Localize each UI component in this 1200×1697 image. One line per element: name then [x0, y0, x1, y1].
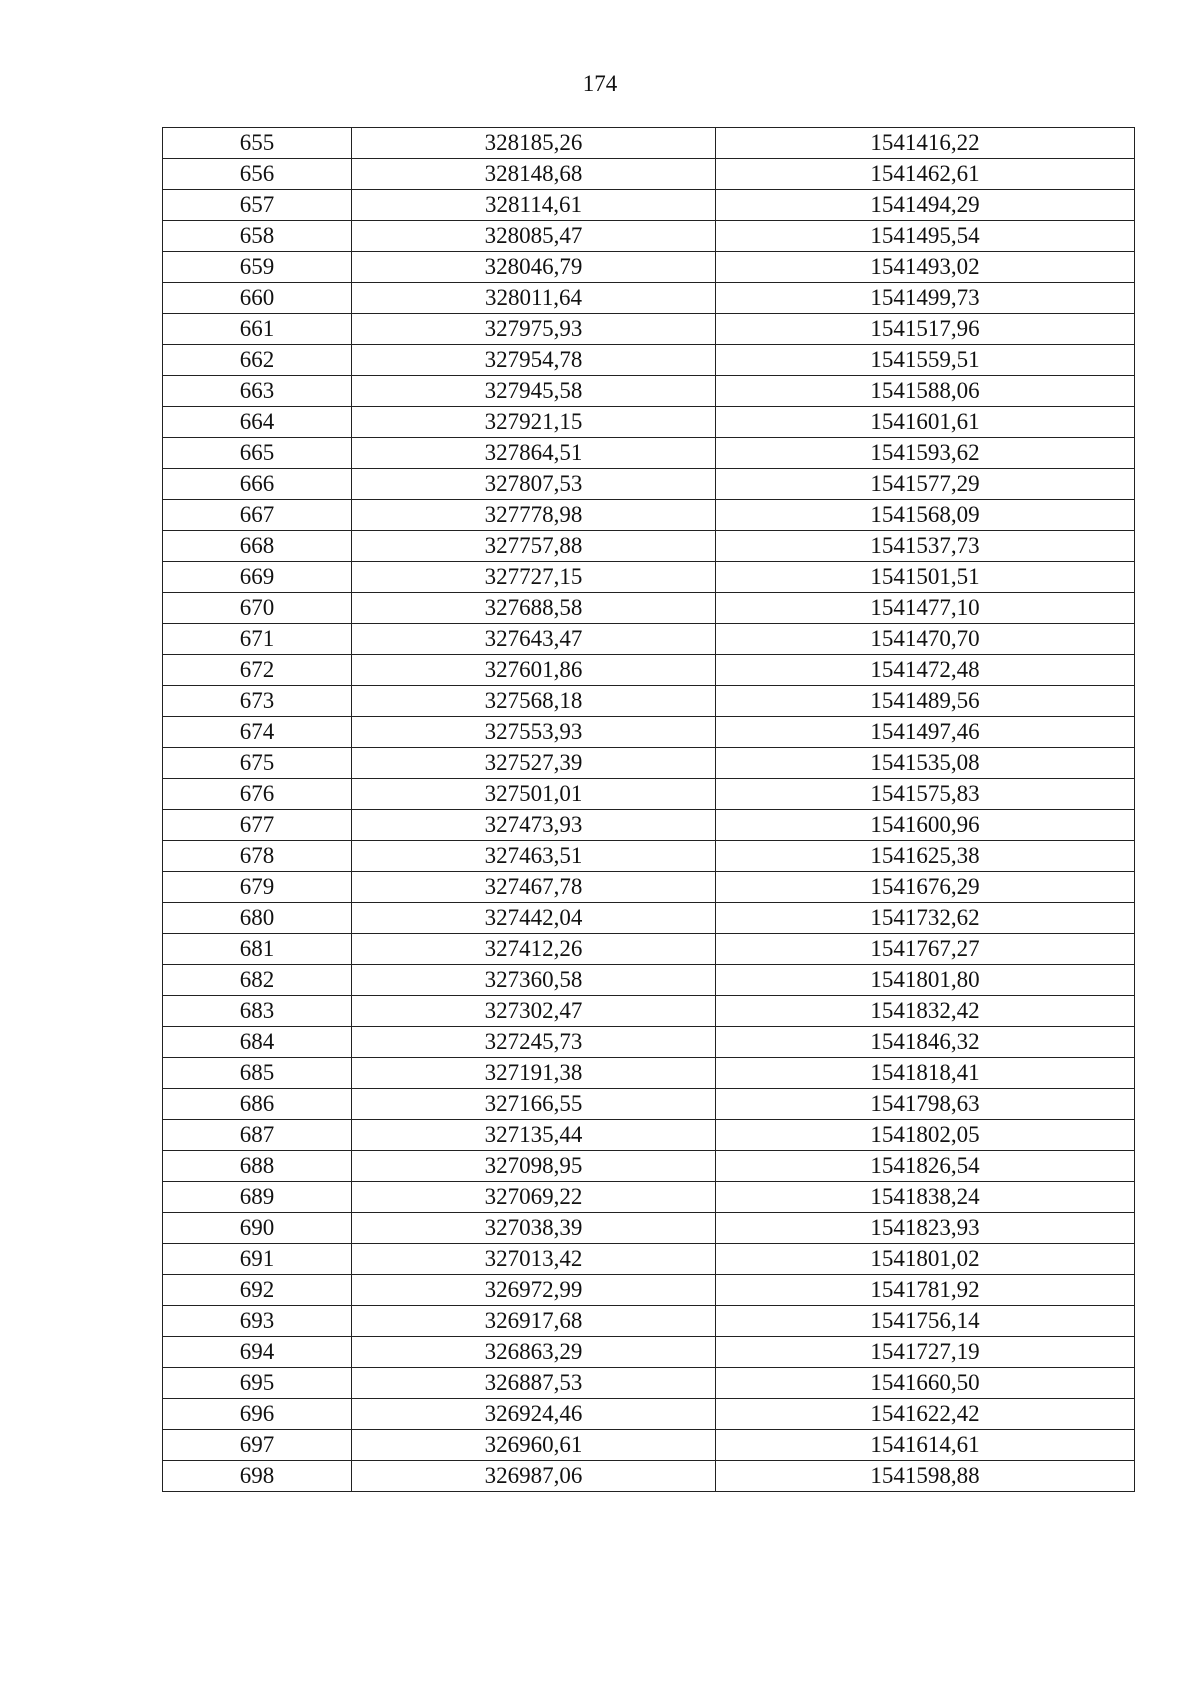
x-coordinate-cell: 327038,39 [352, 1213, 716, 1244]
y-coordinate-cell: 1541676,29 [716, 872, 1135, 903]
point-number-cell: 694 [163, 1337, 352, 1368]
x-coordinate-cell: 328114,61 [352, 190, 716, 221]
x-coordinate-cell: 327501,01 [352, 779, 716, 810]
point-number-cell: 673 [163, 686, 352, 717]
x-coordinate-cell: 327245,73 [352, 1027, 716, 1058]
point-number-cell: 679 [163, 872, 352, 903]
table-row [163, 128, 1135, 159]
point-number-cell: 677 [163, 810, 352, 841]
page-number: 174 [582, 71, 618, 96]
y-coordinate-cell: 1541575,83 [716, 779, 1135, 810]
point-number-cell: 683 [163, 996, 352, 1027]
point-number-cell: 682 [163, 965, 352, 996]
table-row [163, 1399, 1135, 1430]
x-coordinate-cell: 327527,39 [352, 748, 716, 779]
point-number-cell: 678 [163, 841, 352, 872]
point-number-cell: 685 [163, 1058, 352, 1089]
x-coordinate-cell: 327601,86 [352, 655, 716, 686]
x-coordinate-cell: 327191,38 [352, 1058, 716, 1089]
y-coordinate-cell: 1541798,63 [716, 1089, 1135, 1120]
x-coordinate-cell: 326917,68 [352, 1306, 716, 1337]
table-row [163, 314, 1135, 345]
point-number-cell: 692 [163, 1275, 352, 1306]
y-coordinate-cell: 1541756,14 [716, 1306, 1135, 1337]
table-row [163, 1306, 1135, 1337]
x-coordinate-cell: 327463,51 [352, 841, 716, 872]
x-coordinate-cell: 328085,47 [352, 221, 716, 252]
point-number-cell: 672 [163, 655, 352, 686]
table-row [163, 686, 1135, 717]
point-number-cell: 688 [163, 1151, 352, 1182]
x-coordinate-cell: 327098,95 [352, 1151, 716, 1182]
y-coordinate-cell: 1541593,62 [716, 438, 1135, 469]
y-coordinate-cell: 1541826,54 [716, 1151, 1135, 1182]
x-coordinate-cell: 327135,44 [352, 1120, 716, 1151]
table-row [163, 469, 1135, 500]
table-row [163, 748, 1135, 779]
y-coordinate-cell: 1541622,42 [716, 1399, 1135, 1430]
point-number-cell: 681 [163, 934, 352, 965]
point-number-cell: 665 [163, 438, 352, 469]
y-coordinate-cell: 1541462,61 [716, 159, 1135, 190]
point-number-cell: 695 [163, 1368, 352, 1399]
y-coordinate-cell: 1541660,50 [716, 1368, 1135, 1399]
point-number-cell: 656 [163, 159, 352, 190]
x-coordinate-cell: 326924,46 [352, 1399, 716, 1430]
table-row [163, 531, 1135, 562]
x-coordinate-cell: 327302,47 [352, 996, 716, 1027]
x-coordinate-cell: 327473,93 [352, 810, 716, 841]
y-coordinate-cell: 1541600,96 [716, 810, 1135, 841]
x-coordinate-cell: 327688,58 [352, 593, 716, 624]
table-row [163, 283, 1135, 314]
y-coordinate-cell: 1541727,19 [716, 1337, 1135, 1368]
y-coordinate-cell: 1541614,61 [716, 1430, 1135, 1461]
point-number-cell: 670 [163, 593, 352, 624]
point-number-cell: 696 [163, 1399, 352, 1430]
x-coordinate-cell: 326987,06 [352, 1461, 716, 1492]
point-number-cell: 690 [163, 1213, 352, 1244]
point-number-cell: 680 [163, 903, 352, 934]
y-coordinate-cell: 1541499,73 [716, 283, 1135, 314]
x-coordinate-cell: 326887,53 [352, 1368, 716, 1399]
y-coordinate-cell: 1541497,46 [716, 717, 1135, 748]
x-coordinate-cell: 327360,58 [352, 965, 716, 996]
point-number-cell: 664 [163, 407, 352, 438]
table-row [163, 438, 1135, 469]
point-number-cell: 687 [163, 1120, 352, 1151]
x-coordinate-cell: 327921,15 [352, 407, 716, 438]
point-number-cell: 658 [163, 221, 352, 252]
y-coordinate-cell: 1541601,61 [716, 407, 1135, 438]
point-number-cell: 671 [163, 624, 352, 655]
x-coordinate-cell: 327069,22 [352, 1182, 716, 1213]
y-coordinate-cell: 1541838,24 [716, 1182, 1135, 1213]
table-row [163, 1058, 1135, 1089]
table-row [163, 872, 1135, 903]
point-number-cell: 698 [163, 1461, 352, 1492]
x-coordinate-cell: 327166,55 [352, 1089, 716, 1120]
x-coordinate-cell: 328046,79 [352, 252, 716, 283]
x-coordinate-cell: 328185,26 [352, 128, 716, 159]
point-number-cell: 668 [163, 531, 352, 562]
table-row [163, 1213, 1135, 1244]
point-number-cell: 691 [163, 1244, 352, 1275]
x-coordinate-cell: 327864,51 [352, 438, 716, 469]
y-coordinate-cell: 1541823,93 [716, 1213, 1135, 1244]
point-number-cell: 657 [163, 190, 352, 221]
table-row [163, 1182, 1135, 1213]
table-row [163, 624, 1135, 655]
x-coordinate-cell: 328148,68 [352, 159, 716, 190]
table-row [163, 903, 1135, 934]
table-row [163, 190, 1135, 221]
point-number-cell: 697 [163, 1430, 352, 1461]
x-coordinate-cell: 327013,42 [352, 1244, 716, 1275]
point-number-cell: 663 [163, 376, 352, 407]
y-coordinate-cell: 1541495,54 [716, 221, 1135, 252]
coordinates-table [162, 127, 1135, 1492]
y-coordinate-cell: 1541568,09 [716, 500, 1135, 531]
x-coordinate-cell: 327467,78 [352, 872, 716, 903]
table-row [163, 965, 1135, 996]
table-row [163, 996, 1135, 1027]
table-row [163, 376, 1135, 407]
x-coordinate-cell: 328011,64 [352, 283, 716, 314]
table-row [163, 252, 1135, 283]
x-coordinate-cell: 327954,78 [352, 345, 716, 376]
point-number-cell: 666 [163, 469, 352, 500]
table-row [163, 562, 1135, 593]
y-coordinate-cell: 1541493,02 [716, 252, 1135, 283]
x-coordinate-cell: 327778,98 [352, 500, 716, 531]
table-row [163, 717, 1135, 748]
point-number-cell: 686 [163, 1089, 352, 1120]
table-row [163, 407, 1135, 438]
coordinates-table-body [163, 128, 1135, 1492]
x-coordinate-cell: 327643,47 [352, 624, 716, 655]
table-row [163, 221, 1135, 252]
point-number-cell: 689 [163, 1182, 352, 1213]
x-coordinate-cell: 326972,99 [352, 1275, 716, 1306]
x-coordinate-cell: 327412,26 [352, 934, 716, 965]
point-number-cell: 675 [163, 748, 352, 779]
point-number-cell: 667 [163, 500, 352, 531]
y-coordinate-cell: 1541472,48 [716, 655, 1135, 686]
y-coordinate-cell: 1541832,42 [716, 996, 1135, 1027]
point-number-cell: 661 [163, 314, 352, 345]
y-coordinate-cell: 1541477,10 [716, 593, 1135, 624]
y-coordinate-cell: 1541598,88 [716, 1461, 1135, 1492]
x-coordinate-cell: 327568,18 [352, 686, 716, 717]
x-coordinate-cell: 327975,93 [352, 314, 716, 345]
table-row [163, 1337, 1135, 1368]
table-row [163, 500, 1135, 531]
y-coordinate-cell: 1541818,41 [716, 1058, 1135, 1089]
y-coordinate-cell: 1541489,56 [716, 686, 1135, 717]
y-coordinate-cell: 1541559,51 [716, 345, 1135, 376]
y-coordinate-cell: 1541535,08 [716, 748, 1135, 779]
point-number-cell: 693 [163, 1306, 352, 1337]
table-row [163, 1368, 1135, 1399]
y-coordinate-cell: 1541767,27 [716, 934, 1135, 965]
point-number-cell: 669 [163, 562, 352, 593]
table-row [163, 1430, 1135, 1461]
table-row [163, 1120, 1135, 1151]
table-row [163, 810, 1135, 841]
table-row [163, 1027, 1135, 1058]
table-row [163, 345, 1135, 376]
y-coordinate-cell: 1541416,22 [716, 128, 1135, 159]
x-coordinate-cell: 326960,61 [352, 1430, 716, 1461]
y-coordinate-cell: 1541846,32 [716, 1027, 1135, 1058]
y-coordinate-cell: 1541494,29 [716, 190, 1135, 221]
point-number-cell: 659 [163, 252, 352, 283]
y-coordinate-cell: 1541588,06 [716, 376, 1135, 407]
y-coordinate-cell: 1541801,02 [716, 1244, 1135, 1275]
x-coordinate-cell: 327442,04 [352, 903, 716, 934]
table-row [163, 1275, 1135, 1306]
point-number-cell: 674 [163, 717, 352, 748]
x-coordinate-cell: 326863,29 [352, 1337, 716, 1368]
y-coordinate-cell: 1541517,96 [716, 314, 1135, 345]
table-row [163, 593, 1135, 624]
table-row [163, 1089, 1135, 1120]
table-row [163, 779, 1135, 810]
y-coordinate-cell: 1541781,92 [716, 1275, 1135, 1306]
y-coordinate-cell: 1541577,29 [716, 469, 1135, 500]
table-row [163, 934, 1135, 965]
y-coordinate-cell: 1541802,05 [716, 1120, 1135, 1151]
table-row [163, 1151, 1135, 1182]
y-coordinate-cell: 1541470,70 [716, 624, 1135, 655]
y-coordinate-cell: 1541732,62 [716, 903, 1135, 934]
point-number-cell: 684 [163, 1027, 352, 1058]
x-coordinate-cell: 327553,93 [352, 717, 716, 748]
point-number-cell: 655 [163, 128, 352, 159]
table-row [163, 159, 1135, 190]
point-number-cell: 662 [163, 345, 352, 376]
table-row [163, 1461, 1135, 1492]
y-coordinate-cell: 1541625,38 [716, 841, 1135, 872]
table-row [163, 841, 1135, 872]
point-number-cell: 676 [163, 779, 352, 810]
x-coordinate-cell: 327727,15 [352, 562, 716, 593]
table-row [163, 655, 1135, 686]
table-row [163, 1244, 1135, 1275]
y-coordinate-cell: 1541537,73 [716, 531, 1135, 562]
point-number-cell: 660 [163, 283, 352, 314]
y-coordinate-cell: 1541501,51 [716, 562, 1135, 593]
y-coordinate-cell: 1541801,80 [716, 965, 1135, 996]
x-coordinate-cell: 327757,88 [352, 531, 716, 562]
x-coordinate-cell: 327807,53 [352, 469, 716, 500]
x-coordinate-cell: 327945,58 [352, 376, 716, 407]
